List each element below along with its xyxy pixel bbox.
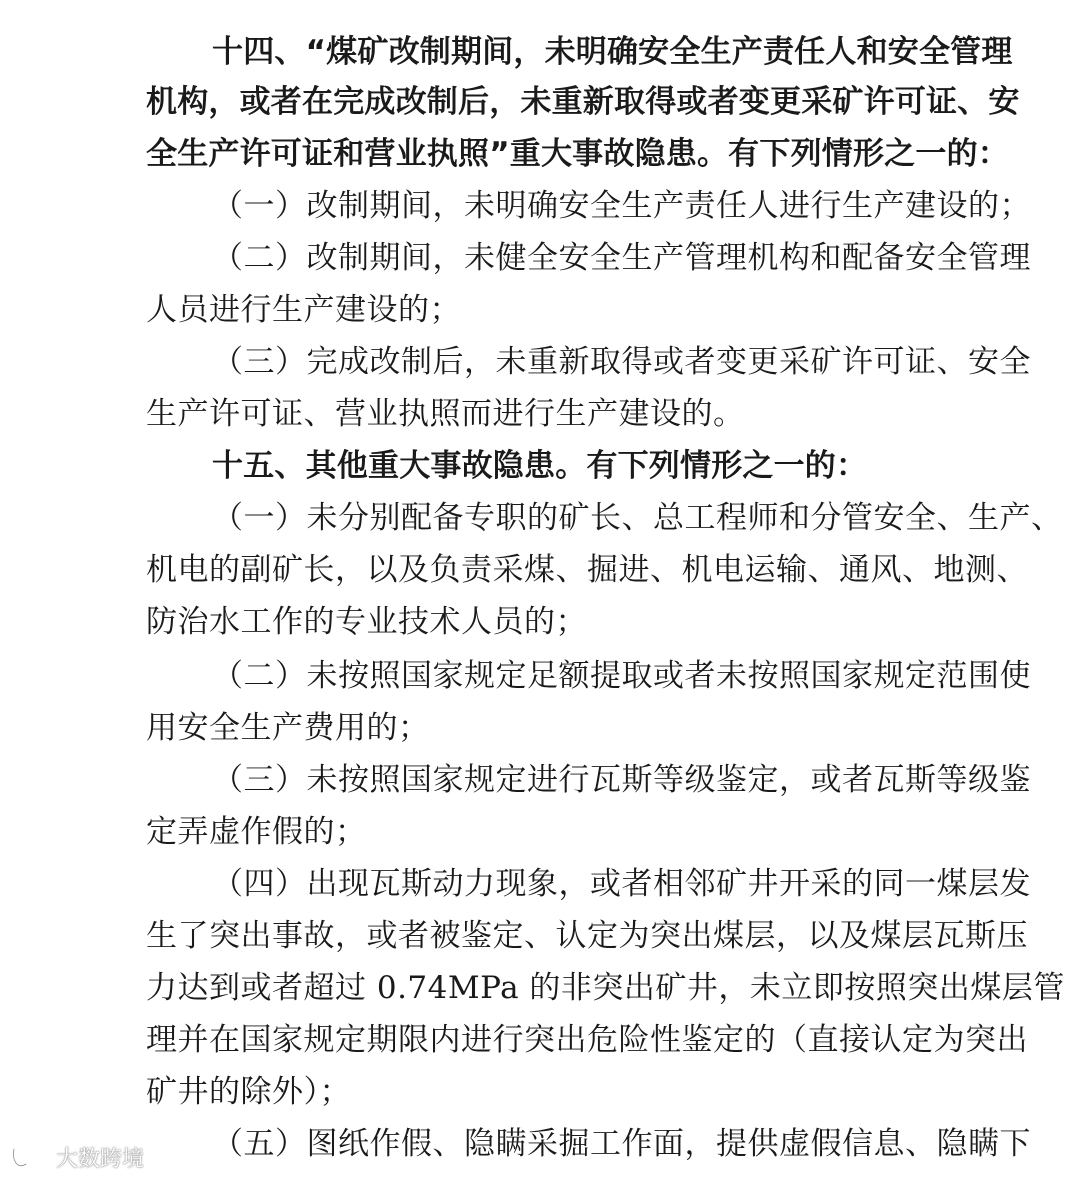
section-14-item-3-cont: 生产许可证、营业执照而进行生产建设的。 <box>146 396 745 432</box>
section-15-item-2-cont: 用安全生产费用的； <box>146 710 430 746</box>
section-15-item-4-cont-3: 理并在国家规定期限内进行突出危险性鉴定的（直接认定为突出 <box>146 1022 1028 1058</box>
section-14-item-2: （二）改制期间，未健全安全生产管理机构和配备安全管理 <box>212 240 1031 276</box>
section-14-heading: 十四、“煤矿改制期间，未明确安全生产责任人和安全管理 <box>212 34 1013 70</box>
section-15-item-4: （四）出现瓦斯动力现象，或者相邻矿井开采的同一煤层发 <box>212 866 1031 902</box>
section-14-item-2-cont: 人员进行生产建设的； <box>146 292 461 328</box>
section-14-item-1: （一）改制期间，未明确安全生产责任人进行生产建设的； <box>212 188 1031 224</box>
section-15-item-4-cont-4: 矿井的除外）； <box>146 1074 351 1110</box>
section-15-item-4-cont-2: 力达到或者超过 0.74MPa 的非突出矿井，未立即按照突出煤层管 <box>146 970 1065 1006</box>
section-15-item-5: （五）图纸作假、隐瞒采掘工作面，提供虚假信息、隐瞒下 <box>212 1126 1031 1162</box>
section-14-item-3: （三）完成改制后，未重新取得或者变更采矿许可证、安全 <box>212 344 1031 380</box>
watermark-text: 大数跨境 <box>56 1146 145 1172</box>
section-15-item-1-cont-1: 机电的副矿长，以及负责采煤、掘进、机电运输、通风、地测、 <box>146 552 1028 588</box>
watermark <box>10 1140 144 1174</box>
section-15-item-3: （三）未按照国家规定进行瓦斯等级鉴定，或者瓦斯等级鉴 <box>212 762 1031 798</box>
section-15-item-2: （二）未按照国家规定足额提取或者未按照国家规定范围使 <box>212 658 1031 694</box>
section-14-heading-cont-2: 全生产许可证和营业执照”重大事故隐患。有下列情形之一的： <box>146 136 1009 172</box>
section-15-heading: 十五、其他重大事故隐患。有下列情形之一的： <box>212 448 868 484</box>
section-15-item-4-cont-1: 生了突出事故，或者被鉴定、认定为突出煤层，以及煤层瓦斯压 <box>146 918 1028 954</box>
section-15-item-1-cont-2: 防治水工作的专业技术人员的； <box>146 604 587 640</box>
logo-icon <box>10 1143 50 1171</box>
section-15-item-1: （一）未分别配备专职的矿长、总工程师和分管安全、生产、 <box>212 500 1063 536</box>
section-14-heading-cont-1: 机构，或者在完成改制后，未重新取得或者变更采矿许可证、安 <box>146 84 1020 120</box>
section-15-item-3-cont: 定弄虚作假的； <box>146 814 367 850</box>
